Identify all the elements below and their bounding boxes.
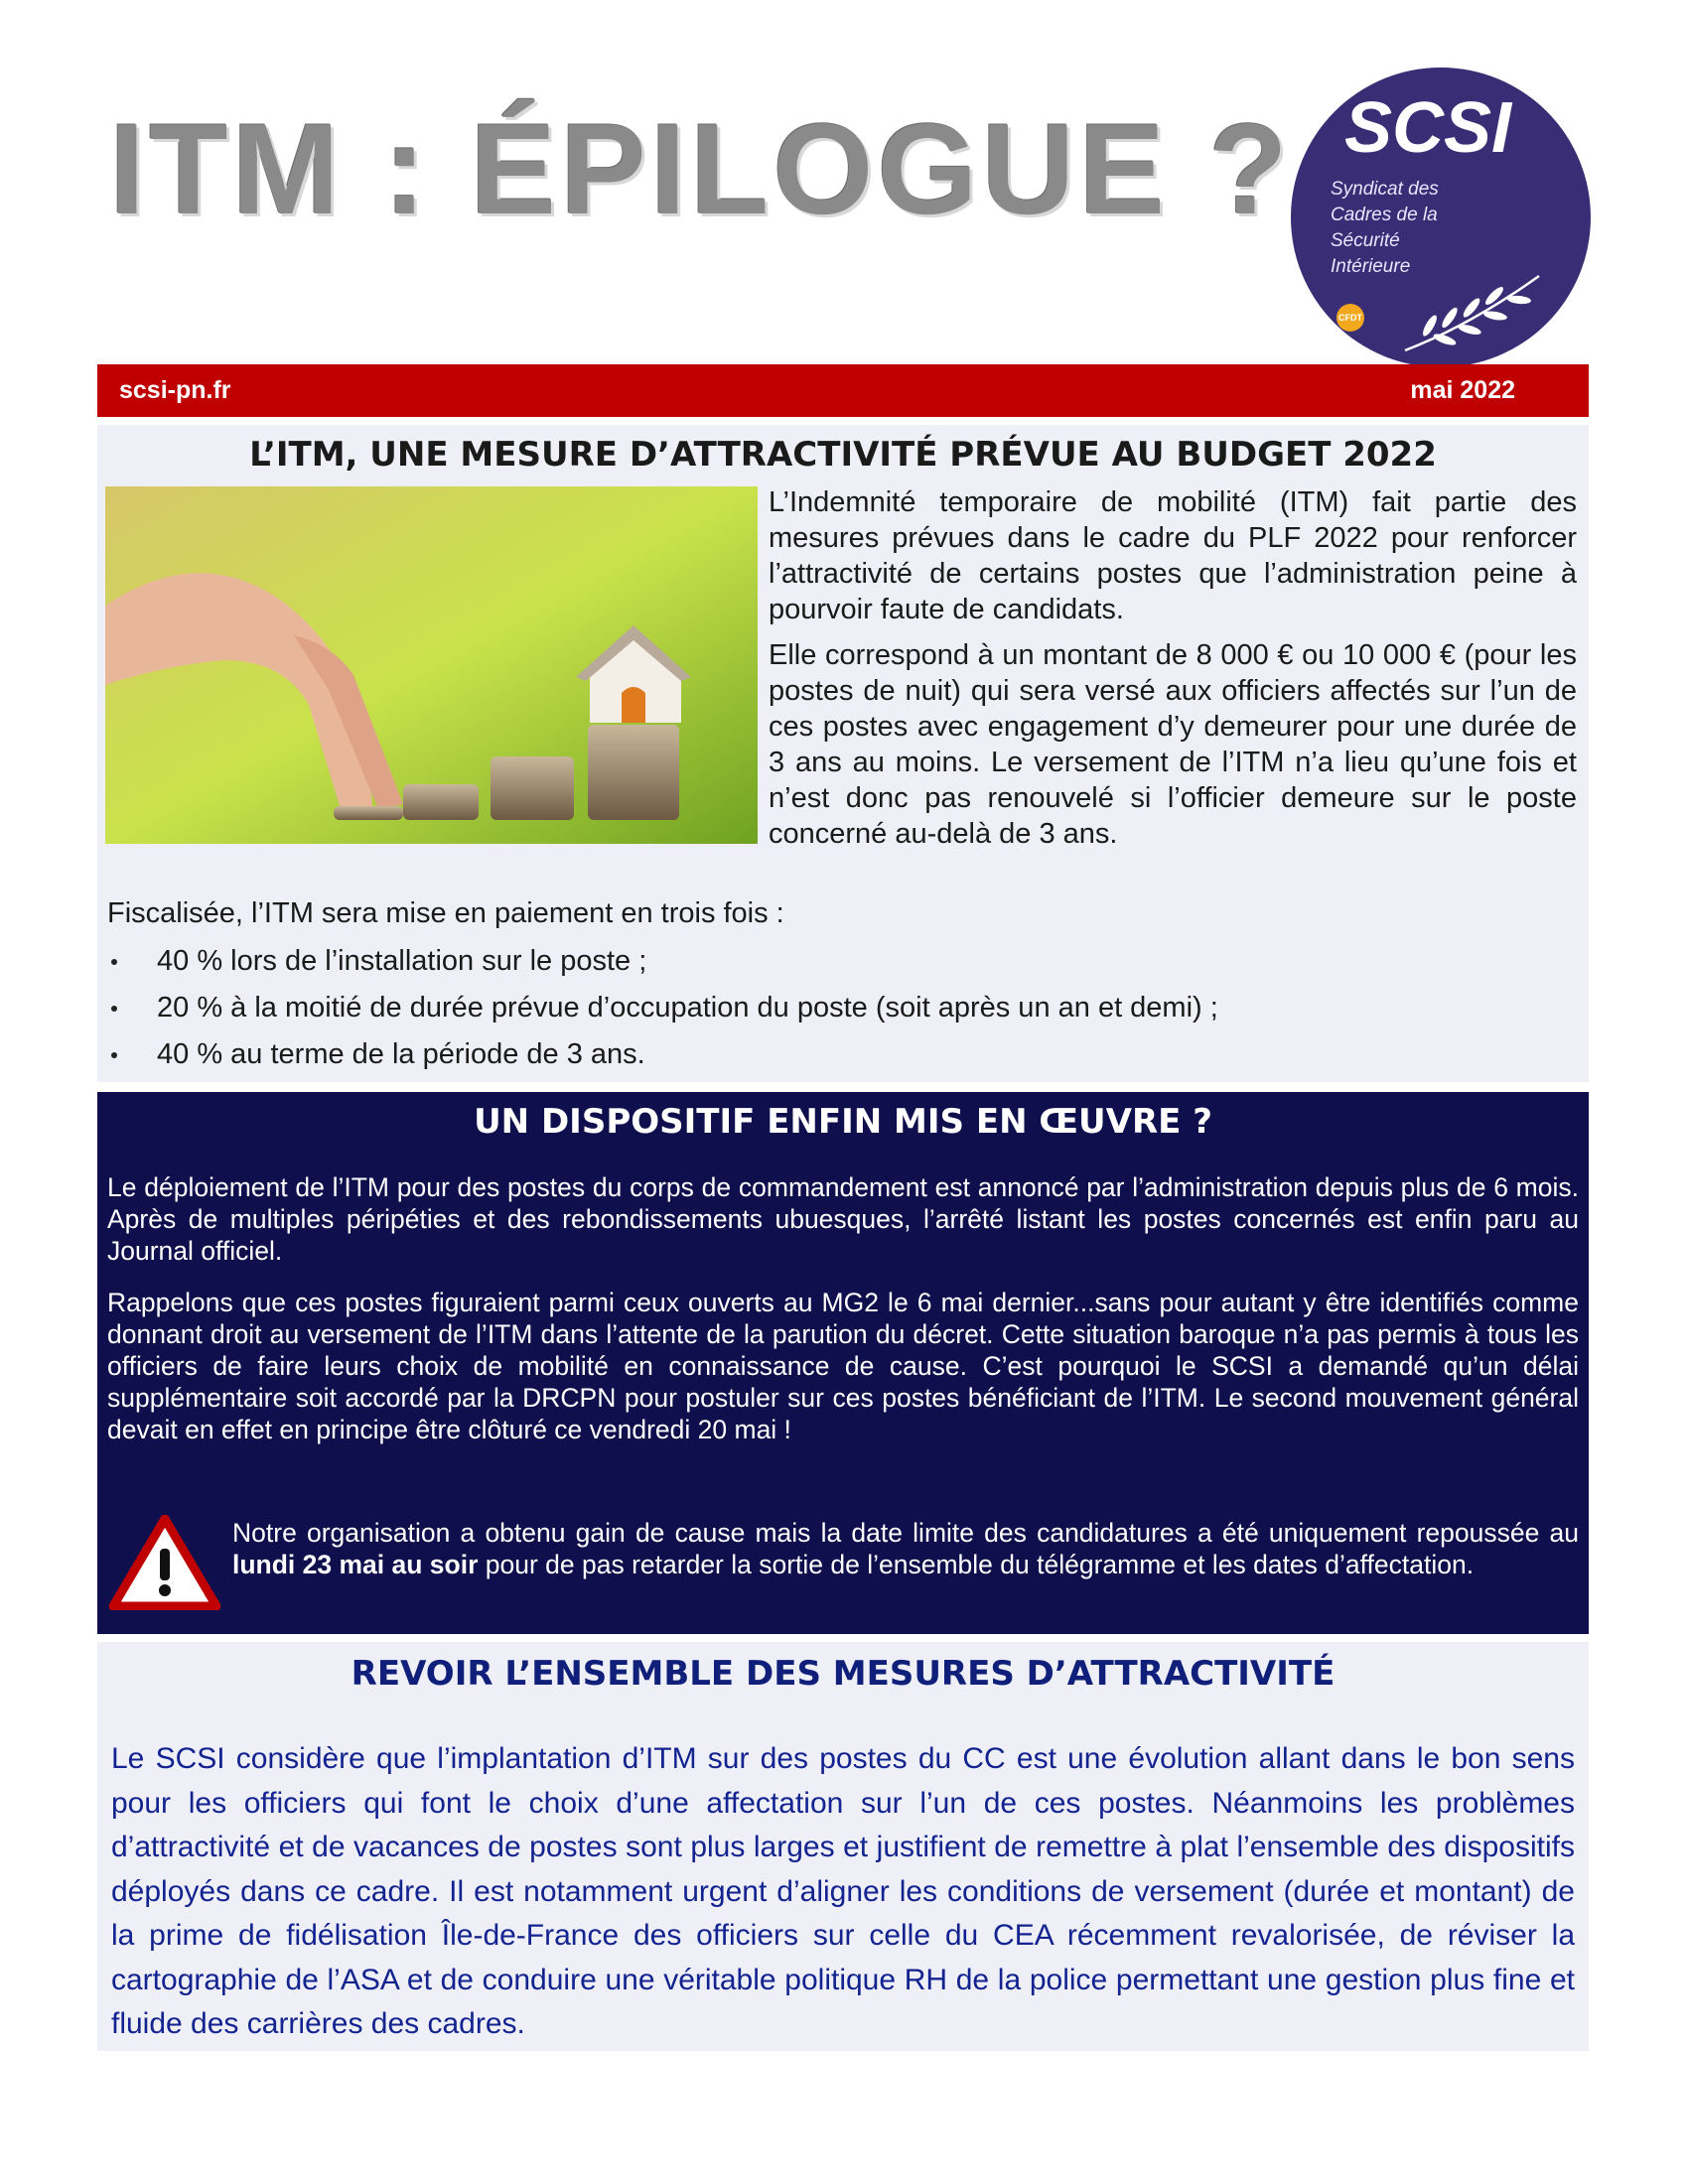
paragraph: Rappelons que ces postes figuraient parmi ceux ouverts au MG2 le 6 mai dernier...sans pour autant y être identifiés comme donnant droit au versement de l’ITM dans l’attente de la parution du décret. Cette situation baroque n’a pas permis à tous les officiers de faire leurs choix de mobilité en connaissance de cause. C’est pourquoi le SCSI a demandé qu’un délai supplémentaire soit accordé par la DRCPN pour postuler sur ces postes bénéficiant de l’ITM. Le second mouvement général devait en effet en principe être clôturé ce vendredi 20 mai ! <box>107 1288 1579 1444</box>
header-bar <box>97 364 1589 417</box>
section-budget: L’ITM, UNE MESURE D’ATTRACTIVITÉ PRÉVUE AU BUDGET 2022 L’Indemnité temporaire de mobilité (ITM) fait partie des mesures prévues dans le cadre du PLF 2022 pour renforcer l’attractivité de certains postes que l’administration peine à pourvoir faute de candidats. Elle correspond à un montant de 8 000 € ou 10 000 € (pour les postes de nuit) qui sera versé aux officiers affectés sur l’un de ces postes avec engagement d’y demeurer pour une durée de 3 ans au moins. Le versement de l’ITM n’a lieu qu’une fois et n’est donc pas renouvelé si l’officier demeure sur le poste concerné au-delà de 3 ans. Fiscalisée, l’ITM sera mise en paiement en trois fois : 40 % lors de l’installation sur le poste ; 20 % à la moitié de durée prévue d’occupation du poste (soit après un an et demi) ; 40 % au terme de la période de 3 ans. <box>97 425 1589 1082</box>
scsi-logo <box>1291 68 1591 367</box>
laurel-branch-icon <box>1400 266 1549 355</box>
logo-line: Sécurité <box>1331 230 1400 251</box>
coins-house-photo <box>105 486 758 844</box>
paragraph: Le déploiement de l’ITM pour des postes du corps de commandement est annoncé par l’administration depuis plus de 6 mois. Après de multiples péripéties et des rebondissements ubuesques, l’arrêté listant les postes concernés est enfin paru au Journal officiel. <box>107 1172 1579 1266</box>
warning-text: Notre organisation a obtenu gain de cause mais la date limite des candidatures a été uniquement repoussée au lundi 23 mai au soir pour de pas retarder la sortie de l’ensemble du télégramme et les dates d’affectation. <box>232 1518 1579 1579</box>
bullet-icon <box>111 959 117 965</box>
paragraph: L’Indemnité temporaire de mobilité (ITM) fait partie des mesures prévues dans le cadre du PLF 2022 pour renforcer l’attractivité de certains postes que l’administration peine à pourvoir faute de candidats. <box>769 486 1577 625</box>
paragraph: Le SCSI considère que l’implantation d’ITM sur des postes du CC est une évolution allant dans le bon sens pour les officiers qui font le choix d’une affectation sur l’un de ces postes. Néanmoins les problèmes d’attractivité et de vacances de postes sont plus larges et justifient de remettre à plat l’ensemble des dispositifs déployés dans ce cadre. Il est notamment urgent d’aligner les conditions de versement (durée et montant) de la prime de fidélisation Île-de-France des officiers sur celle du CEA récemment revalorisée, de réviser la cartographie de l’ASA et de conduire une véritable politique RH de la police permettant une gestion plus fine et fluide des carrières des cadres. <box>111 1742 1575 2040</box>
deadline: lundi 23 mai au soir <box>232 1550 479 1579</box>
section-body <box>769 484 1577 862</box>
payment-intro: Fiscalisée, l’ITM sera mise en paiement en trois fois : <box>107 897 784 929</box>
logo-brand: SCSI <box>1344 88 1512 168</box>
section-heading: UN DISPOSITIF ENFIN MIS EN ŒUVRE ? <box>474 1102 1212 1142</box>
section-heading: L’ITM, UNE MESURE D’ATTRACTIVITÉ PRÉVUE AU BUDGET 2022 <box>249 435 1437 475</box>
section-dispositif <box>97 1092 1589 1634</box>
site-link[interactable]: scsi-pn.fr <box>119 376 231 404</box>
coins-house-illustration <box>105 486 758 844</box>
warning-triangle-icon <box>109 1515 220 1610</box>
bullet-icon <box>111 1052 117 1058</box>
logo-line: Cadres de la <box>1331 205 1438 225</box>
logo-line: Syndicat des <box>1331 179 1439 200</box>
bullet-icon <box>111 1006 117 1012</box>
section-heading: REVOIR L’ENSEMBLE DES MESURES D’ATTRACTIVITÉ <box>351 1654 1336 1694</box>
cfdt-badge: CFDT <box>1336 304 1364 332</box>
paragraph: Elle correspond à un montant de 8 000 € ou 10 000 € (pour les postes de nuit) qui sera versé aux officiers affectés sur l’un de ces postes avec engagement d’y demeurer pour une durée de 3 ans au moins. Le versement de l’ITM n’a lieu qu’une fois et n’est donc pas renouvelé si l’officier demeure sur le poste concerné au-delà de 3 ans. <box>769 639 1577 850</box>
page-title: ITM : ÉPILOGUE ? <box>109 96 1292 241</box>
section-mesures <box>97 1642 1589 2051</box>
issue-date: mai 2022 <box>1410 376 1515 404</box>
logo-line: Intérieure <box>1331 256 1411 277</box>
